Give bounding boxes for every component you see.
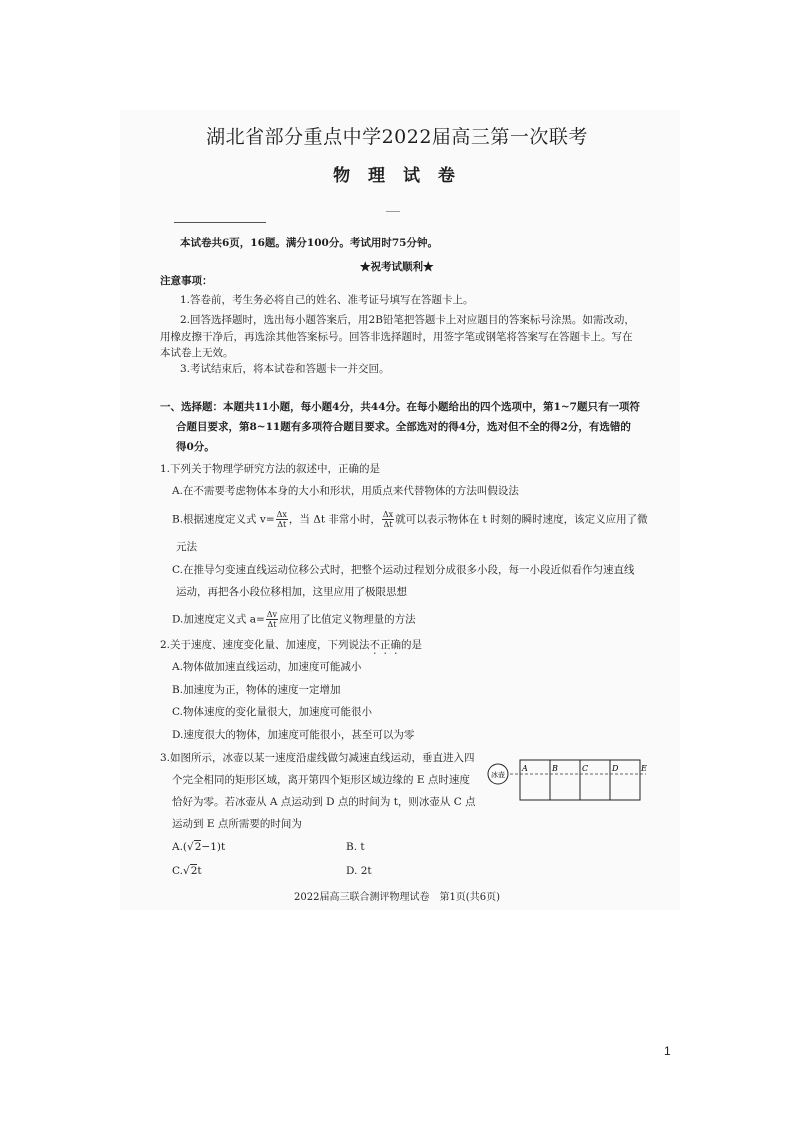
question-3-stem-cont3: 运动到 E 点所需要的时间为 (172, 818, 302, 830)
point-label-e: E (641, 764, 647, 773)
question-3-stem: 3.如图所示，冰壶以某一速度沿虚线做匀减速直线运动，垂直进入四 (160, 752, 475, 764)
question-1-option-b-cont: 元法 (176, 541, 197, 553)
fraction-dx-dt: $\frac{\Delta x}{\Delta t}$ (276, 510, 287, 529)
point-label-d: D (612, 764, 619, 773)
question-3-stem-cont: 个完全相同的矩形区域，离开第四个矩形区域边缘的 E 点时速度 (172, 774, 470, 786)
curling-diagram (486, 758, 652, 806)
section-1-instructions: 一、选择题：本题共11小题，每小题4分，共44分。在每小题给出的四个选项中，第1~7题只有一项符 (160, 401, 640, 413)
good-luck-wish: ★祝考试顺利★ (360, 261, 434, 273)
question-3-stem-cont2: 恰好为零。若冰壶从 A 点运动到 D 点的时间为 t，则冰壶从 C 点 (172, 796, 476, 808)
notice-2: 2.回答选择题时，选出每小题答案后，用2B铅笔把答题卡上对应题目的答案标号涂黑。如需改动， (180, 314, 635, 326)
question-3-option-a: A.(√2−1)t (172, 841, 226, 853)
question-2-option-b: B.加速度为正，物体的速度一定增加 (172, 684, 341, 696)
scan-mark (386, 211, 400, 212)
point-label-a: A (522, 764, 528, 773)
point-label-b: B (552, 764, 558, 773)
point-label-c: C (582, 764, 589, 773)
question-1-stem: 1.下列关于物理学研究方法的叙述中，正确的是 (160, 463, 381, 475)
divider-rule (174, 222, 266, 223)
page-number: 1 (664, 1044, 671, 1058)
question-1-option-d: D.加速度定义式 a= $\frac{\Delta v}{\Delta t}$ 应用了比值定义物理量的方法 (172, 610, 416, 629)
subject-title: 物 理 试 卷 (333, 166, 461, 186)
notice-2-cont: 用橡皮擦干净后，再选涂其他答案标号。回答非选择题时，用签字笔或钢笔将答案写在答题卡上。写在 (160, 331, 633, 343)
page-footer: 2022届高三联合测评物理试卷 第1页(共6页) (294, 892, 500, 903)
emphasized-text: 不正确 (369, 639, 402, 651)
question-2-stem: 2.关于速度、速度变化量、加速度，下列说法不正确的是 (160, 639, 423, 651)
question-3-option-b: B. t (346, 841, 365, 853)
question-2-option-d: D.速度很大的物体，加速度可能很小，甚至可以为零 (172, 729, 415, 741)
exam-title: 湖北省部分重点中学2022届高三第一次联考 (206, 126, 588, 148)
question-1-option-c: C.在推导匀变速直线运动位移公式时，把整个运动过程划分成很多小段，每一小段近似看作匀速直线 (172, 564, 635, 576)
section-1-instructions-cont: 合题目要求，第8~11题有多项符合题目要求。全部选对的得4分，选对但不全的得2分，有选错的 (176, 421, 631, 433)
section-1-instructions-end: 得0分。 (176, 441, 215, 453)
question-3-option-d: D. 2t (346, 865, 372, 877)
exam-summary: 本试卷共6页，16题。满分100分。考试用时75分钟。 (180, 237, 438, 249)
question-3-option-c: C.√2t (172, 865, 202, 877)
fraction-dx-dt: $\frac{\Delta x}{\Delta t}$ (382, 510, 394, 529)
fraction-dv-dt: $\frac{\Delta v}{\Delta t}$ (266, 610, 278, 629)
puck-label: 冰壶 (491, 771, 505, 779)
notice-3: 3.考试结束后，将本试卷和答题卡一并交回。 (180, 363, 390, 375)
notice-1: 1.答卷前，考生务必将自己的姓名、准考证号填写在答题卡上。 (180, 294, 474, 306)
notice-2-cont2: 本试卷上无效。 (160, 347, 234, 359)
question-1-option-b: B.根据速度定义式 v= $\frac{\Delta x}{\Delta t}$ ，当 Δt 非常小时， $\frac{\Delta x}{\Delta t}$ 就可以表示物体在 t 时刻的瞬时速度，该定义应用了微 (172, 510, 648, 529)
question-2-option-c: C.物体速度的变化量很大，加速度可能很小 (172, 706, 372, 718)
question-1-option-c-cont: 运动，再把各小段位移相加，这里应用了极限思想 (176, 586, 407, 598)
notices-heading: 注意事项： (160, 275, 213, 287)
question-1-option-a: A.在不需要考虑物体本身的大小和形状，用质点来代替物体的方法叫假设法 (172, 485, 519, 497)
question-2-option-a: A.物体做加速直线运动，加速度可能减小 (172, 661, 362, 673)
